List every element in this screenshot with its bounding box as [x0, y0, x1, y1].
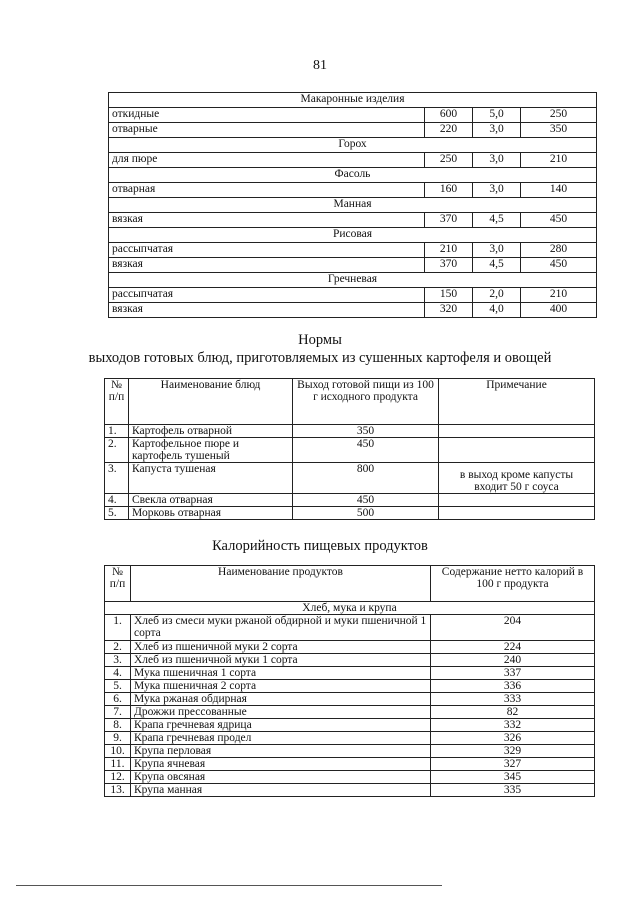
- value-c: 140: [521, 183, 597, 198]
- table-row: [105, 507, 595, 520]
- section2-heading-line1: Нормы: [298, 332, 342, 348]
- row-number: 1.: [105, 615, 131, 641]
- table-row: [109, 153, 597, 168]
- row-number: 1.: [105, 425, 129, 438]
- table-row: [109, 288, 597, 303]
- value-a: 370: [425, 213, 473, 228]
- item-name: рассыпчатая: [109, 288, 425, 303]
- table-row: [105, 693, 595, 706]
- dried-vegetables-yield-table: [104, 378, 595, 520]
- value-b: 3,0: [473, 243, 521, 258]
- dish-name: Морковь отварная: [129, 507, 293, 520]
- group-title: Хлеб, мука и крупа: [105, 602, 595, 615]
- col-header-name: Наименование продуктов: [131, 566, 431, 602]
- yield-value: 450: [293, 494, 439, 507]
- table-row: [109, 108, 597, 123]
- value-a: 250: [425, 153, 473, 168]
- table-row: [109, 243, 597, 258]
- kcal-value: 332: [431, 719, 595, 732]
- dish-name: Капуста тушеная: [129, 463, 293, 494]
- cereal-yield-table: [108, 92, 597, 318]
- kcal-value: 204: [431, 615, 595, 641]
- value-a: 210: [425, 243, 473, 258]
- group-row: [109, 228, 597, 243]
- product-name: Хлеб из пшеничной муки 1 сорта: [131, 654, 431, 667]
- yield-value: 800: [293, 463, 439, 494]
- product-name: Крапа гречневая ядрица: [131, 719, 431, 732]
- value-c: 210: [521, 288, 597, 303]
- col-header-note: Примечание: [439, 379, 595, 425]
- value-a: 160: [425, 183, 473, 198]
- table-row: [105, 438, 595, 463]
- table-row: [105, 732, 595, 745]
- dish-name: Картофель отварной: [129, 425, 293, 438]
- note-text: [439, 494, 595, 507]
- value-c: 280: [521, 243, 597, 258]
- footer-rule: [16, 885, 442, 886]
- value-c: 400: [521, 303, 597, 318]
- table-row: [109, 213, 597, 228]
- value-a: 320: [425, 303, 473, 318]
- table-row: [109, 258, 597, 273]
- row-number: 3.: [105, 463, 129, 494]
- product-name: Мука ржаная обдирная: [131, 693, 431, 706]
- table-row: [105, 680, 595, 693]
- group-title: Фасоль: [109, 168, 597, 183]
- page-number: 81: [313, 58, 327, 73]
- note-text: [439, 425, 595, 438]
- group-title: Горох: [109, 138, 597, 153]
- product-name: Хлеб из смеси муки ржаной обдирной и муки пшеничной 1 сорта: [131, 615, 431, 641]
- table-row: [105, 719, 595, 732]
- row-number: 6.: [105, 693, 131, 706]
- table-row: [105, 654, 595, 667]
- col-header-kcal: Содержание нетто калорий в 100 г продукта: [431, 566, 595, 602]
- group-title: Макаронные изделия: [109, 93, 597, 108]
- table-row: [105, 667, 595, 680]
- value-b: 4,0: [473, 303, 521, 318]
- table-row: [109, 183, 597, 198]
- col-header-num: № п/п: [105, 566, 131, 602]
- note-text: в выход кроме капусты входит 50 г соуса: [439, 463, 595, 494]
- section3-heading: Калорийность пищевых продуктов: [212, 538, 428, 554]
- value-a: 370: [425, 258, 473, 273]
- table-row: [105, 745, 595, 758]
- kcal-value: 240: [431, 654, 595, 667]
- col-header-name: Наименование блюд: [129, 379, 293, 425]
- group-title: Манная: [109, 198, 597, 213]
- kcal-value: 329: [431, 745, 595, 758]
- kcal-value: 345: [431, 771, 595, 784]
- value-b: 2,0: [473, 288, 521, 303]
- col-header-yield: Выход готовой пищи из 100 г исходного продукта: [293, 379, 439, 425]
- kcal-value: 337: [431, 667, 595, 680]
- table-row: [105, 706, 595, 719]
- kcal-value: 224: [431, 641, 595, 654]
- product-name: Дрожжи прессованные: [131, 706, 431, 719]
- table-row: [109, 123, 597, 138]
- value-b: 4,5: [473, 213, 521, 228]
- product-name: Крупа манная: [131, 784, 431, 797]
- group-row: [109, 198, 597, 213]
- table-row: [105, 758, 595, 771]
- row-number: 8.: [105, 719, 131, 732]
- product-name: Крупа ячневая: [131, 758, 431, 771]
- table-row: [105, 425, 595, 438]
- item-name: вязкая: [109, 258, 425, 273]
- product-name: Хлеб из пшеничной муки 2 сорта: [131, 641, 431, 654]
- product-name: Мука пшеничная 2 сорта: [131, 680, 431, 693]
- dish-name: Свекла отварная: [129, 494, 293, 507]
- group-title: Гречневая: [109, 273, 597, 288]
- note-text: [439, 438, 595, 463]
- value-a: 150: [425, 288, 473, 303]
- product-name: Мука пшеничная 1 сорта: [131, 667, 431, 680]
- value-c: 450: [521, 213, 597, 228]
- table-row: [105, 641, 595, 654]
- group-row: [109, 168, 597, 183]
- item-name: рассыпчатая: [109, 243, 425, 258]
- value-b: 4,5: [473, 258, 521, 273]
- value-b: 3,0: [473, 153, 521, 168]
- kcal-value: 335: [431, 784, 595, 797]
- row-number: 2.: [105, 641, 131, 654]
- product-name: Крупа овсяная: [131, 771, 431, 784]
- dish-name: Картофельное пюре и картофель тушеный: [129, 438, 293, 463]
- value-c: 250: [521, 108, 597, 123]
- row-number: 10.: [105, 745, 131, 758]
- product-name: Крапа гречневая продел: [131, 732, 431, 745]
- value-a: 220: [425, 123, 473, 138]
- group-title: Рисовая: [109, 228, 597, 243]
- item-name: отварная: [109, 183, 425, 198]
- value-c: 210: [521, 153, 597, 168]
- item-name: отварные: [109, 123, 425, 138]
- product-name: Крупа перловая: [131, 745, 431, 758]
- group-row: [109, 93, 597, 108]
- table-row: [105, 494, 595, 507]
- item-name: откидные: [109, 108, 425, 123]
- item-name: вязкая: [109, 213, 425, 228]
- yield-value: 350: [293, 425, 439, 438]
- row-number: 5.: [105, 680, 131, 693]
- calorie-table: [104, 565, 595, 797]
- kcal-value: 333: [431, 693, 595, 706]
- item-name: для пюре: [109, 153, 425, 168]
- value-b: 3,0: [473, 183, 521, 198]
- row-number: 9.: [105, 732, 131, 745]
- kcal-value: 82: [431, 706, 595, 719]
- row-number: 5.: [105, 507, 129, 520]
- row-number: 4.: [105, 667, 131, 680]
- table-row: [105, 463, 595, 494]
- group-row: [109, 138, 597, 153]
- kcal-value: 327: [431, 758, 595, 771]
- section2-heading-line2: выходов готовых блюд, приготовляемых из сушенных картофеля и овощей: [88, 350, 552, 366]
- value-b: 5,0: [473, 108, 521, 123]
- value-c: 450: [521, 258, 597, 273]
- row-number: 2.: [105, 438, 129, 463]
- row-number: 7.: [105, 706, 131, 719]
- note-text: [439, 507, 595, 520]
- table-row: [105, 784, 595, 797]
- row-number: 4.: [105, 494, 129, 507]
- yield-value: 500: [293, 507, 439, 520]
- row-number: 12.: [105, 771, 131, 784]
- group-row: [109, 273, 597, 288]
- item-name: вязкая: [109, 303, 425, 318]
- table-row: [105, 771, 595, 784]
- value-b: 3,0: [473, 123, 521, 138]
- row-number: 13.: [105, 784, 131, 797]
- kcal-value: 336: [431, 680, 595, 693]
- value-c: 350: [521, 123, 597, 138]
- row-number: 11.: [105, 758, 131, 771]
- col-header-num: № п/п: [105, 379, 129, 425]
- table-row: [105, 615, 595, 641]
- row-number: 3.: [105, 654, 131, 667]
- value-a: 600: [425, 108, 473, 123]
- yield-value: 450: [293, 438, 439, 463]
- kcal-value: 326: [431, 732, 595, 745]
- table-row: [109, 303, 597, 318]
